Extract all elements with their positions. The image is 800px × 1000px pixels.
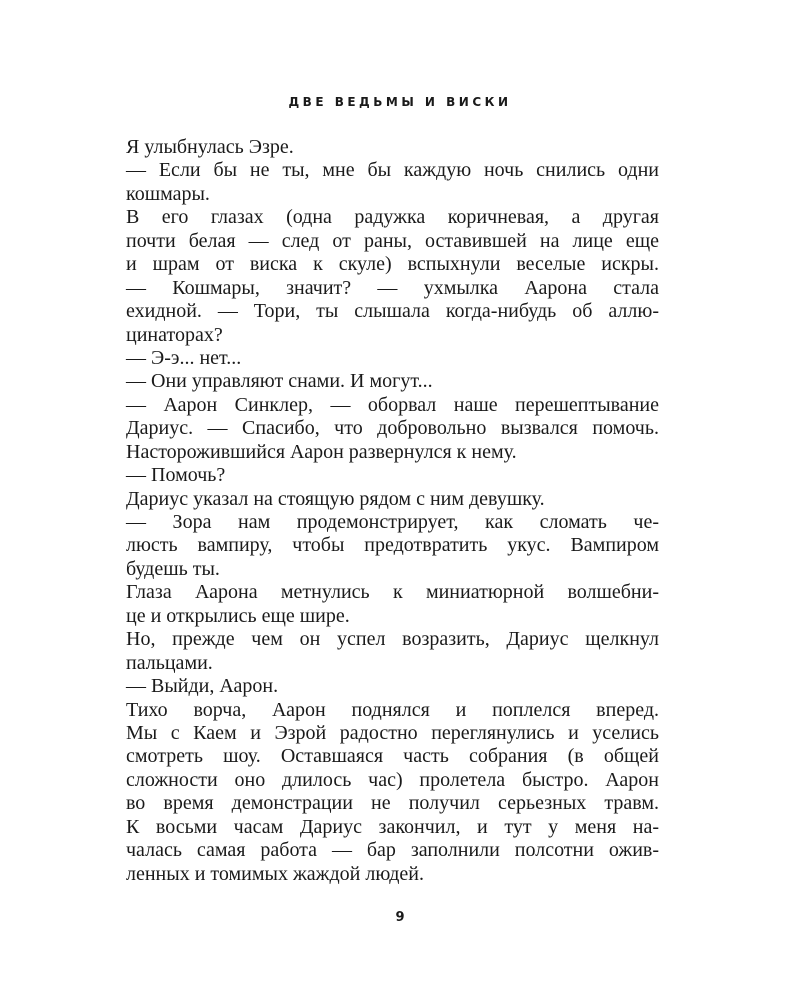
text-line: будешь ты.	[126, 557, 220, 580]
text-line: Мы с Каем и Эзрой радостно переглянулись и уселись	[126, 721, 659, 744]
text-line: це и открылись еще шире.	[126, 604, 350, 627]
text-line: люсть вампиру, чтобы предотвратить укус. Вампиром	[126, 534, 659, 557]
text-line: цинаторах?	[126, 323, 223, 346]
page-number: 9	[395, 910, 405, 925]
body-text	[126, 136, 659, 886]
text-line: Глаза Аарона метнулись к миниатюрной волшебни-	[126, 581, 659, 604]
text-line: — Выйди, Аарон.	[126, 675, 279, 698]
text-line: Дариус. — Спасибо, что добровольно вызвался помочь.	[126, 417, 659, 440]
text-line: — Если бы не ты, мне бы каждую ночь снились одни	[126, 159, 659, 182]
text-line: — Зора нам продемонстрирует, как сломать че-	[126, 511, 659, 533]
text-line: — Они управляют снами. И могут...	[126, 370, 433, 393]
text-line: кошмары.	[126, 182, 210, 205]
text-line: К восьми часам Дариус закончил, и тут у меня на-	[126, 815, 659, 838]
text-line: почти белая — след от раны, оставившей на лице еще	[126, 229, 659, 252]
text-line: во время демонстрации не получил серьезных травм.	[126, 792, 659, 815]
text-line: Я улыбнулась Эзре.	[126, 136, 294, 158]
text-line: — Э-э... нет...	[126, 346, 242, 369]
text-line: ехидной. — Тори, ты слышала когда-нибудь об аллю-	[126, 300, 659, 323]
text-line: — Аарон Синклер, — оборвал наше перешептывание	[126, 393, 659, 416]
running-title: ДВЕ ВЕДЬМЫ И ВИСКИ	[288, 95, 512, 109]
text-line: — Кошмары, значит? — ухмылка Аарона стала	[126, 276, 659, 299]
text-line: Тихо ворча, Аарон поднялся и поплелся вперед.	[126, 698, 659, 721]
text-line: смотреть шоу. Оставшаяся часть собрания (в общей	[126, 745, 659, 768]
text-line: Но, прежде чем он успел возразить, Дариус щелкнул	[126, 628, 659, 651]
text-line: пальцами.	[126, 651, 213, 674]
text-line: В его глазах (одна радужка коричневая, а другая	[126, 206, 659, 229]
text-line: ленных и томимых жаждой людей.	[126, 862, 425, 885]
text-line: и шрам от виска к скуле) вспыхнули веселые искры.	[126, 253, 659, 276]
text-line: чалась самая работа — бар заполнили полсотни ожив-	[126, 839, 659, 862]
text-line: Дариус указал на стоящую рядом с ним девушку.	[126, 487, 545, 510]
text-line: Насторожившийся Аарон развернулся к нему.	[126, 440, 517, 463]
text-line: сложности оно длилось час) пролетела быстро. Аарон	[126, 768, 659, 791]
text-line: — Помочь?	[126, 464, 226, 487]
